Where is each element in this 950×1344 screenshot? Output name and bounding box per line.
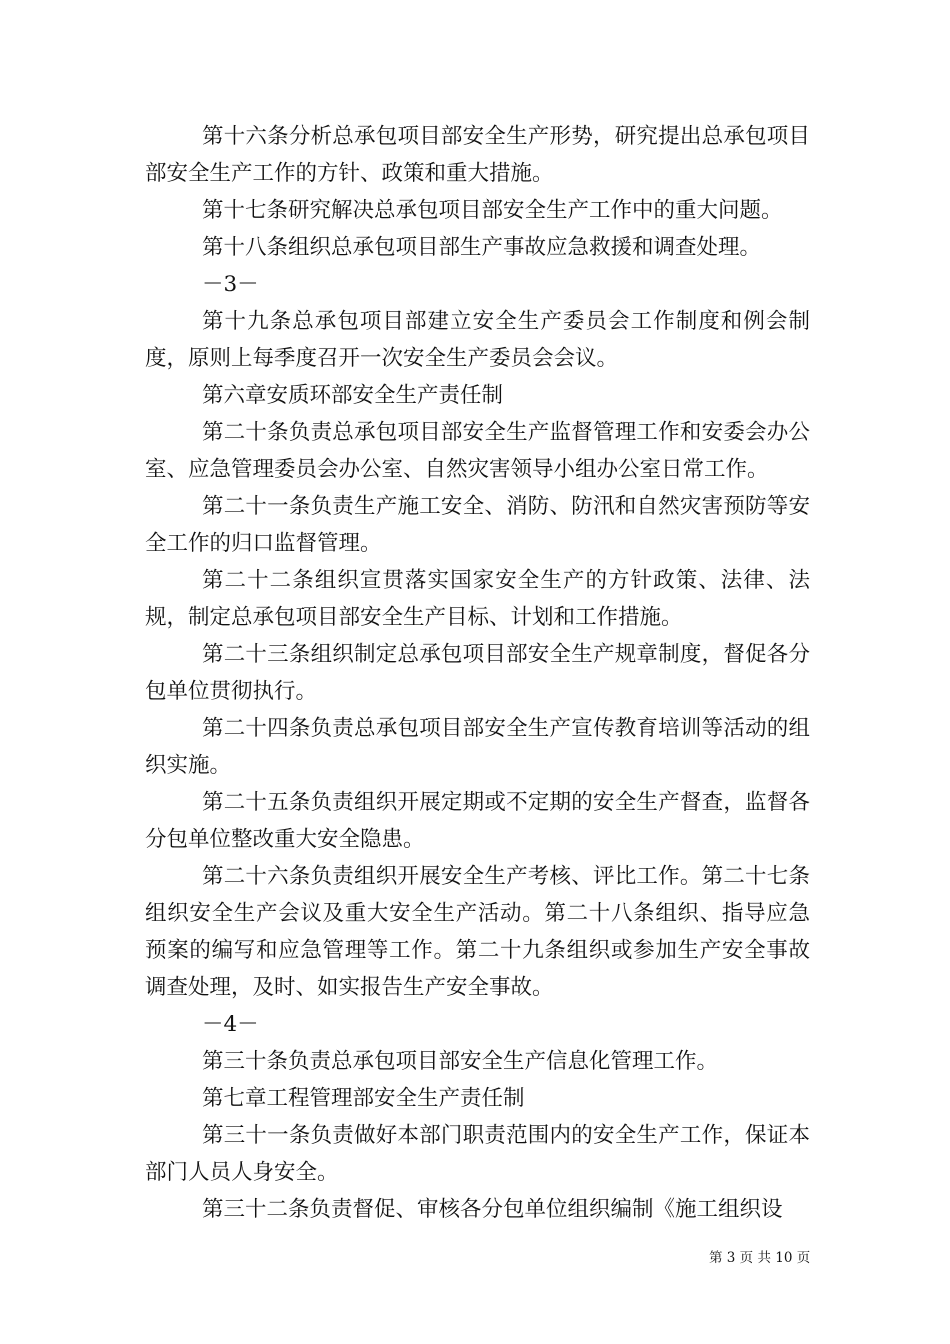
paragraph-article-18: 第十八条组织总承包项目部生产事故应急救援和调查处理。 (201, 235, 761, 260)
paragraph-article-30: 第三十条负责总承包项目部安全生产信息化管理工作。 (201, 1049, 718, 1074)
paragraph-article-21: 第二十一条负责生产施工安全、消防、防汛和自然灾害预防等安全工作的归口监督管理。 (145, 494, 810, 556)
paragraph-article-26-29: 第二十六条负责组织开展安全生产考核、评比工作。第二十七条组织安全生产会议及重大安全生产活动。第二十八条组织、指导应急预案的编写和应急管理等工作。第二十九条组织或参加生产安全事故调查处理，及时、如实报告生产安全事故。 (145, 864, 810, 1000)
inline-page-marker-3: －3－ (201, 272, 259, 297)
paragraph-article-17: 第十七条研究解决总承包项目部安全生产工作中的重大问题。 (201, 198, 783, 223)
paragraph-article-20: 第二十条负责总承包项目部安全生产监督管理工作和安委会办公室、应急管理委员会办公室、自然灾害领导小组办公室日常工作。 (145, 420, 810, 482)
paragraph-article-23: 第二十三条组织制定总承包项目部安全生产规章制度，督促各分包单位贯彻执行。 (145, 642, 810, 704)
paragraph-article-19: 第十九条总承包项目部建立安全生产委员会工作制度和例会制度，原则上每季度召开一次安全生产委员会会议。 (145, 309, 810, 371)
paragraph-article-31: 第三十一条负责做好本部门职责范围内的安全生产工作，保证本部门人员人身安全。 (145, 1123, 810, 1185)
paragraph-article-25: 第二十五条负责组织开展定期或不定期的安全生产督查，监督各分包单位整改重大安全隐患。 (145, 790, 810, 852)
chapter-heading-6: 第六章安质环部安全生产责任制 (201, 383, 503, 408)
paragraph-article-24: 第二十四条负责总承包项目部安全生产宣传教育培训等活动的组织实施。 (145, 716, 810, 778)
paragraph-article-22: 第二十二条组织宣贯落实国家安全生产的方针政策、法律、法规，制定总承包项目部安全生产目标、计划和工作措施。 (145, 568, 810, 630)
page-number-footer: 第 3 页 共 10 页 (709, 1250, 811, 1266)
paragraph-article-16: 第十六条分析总承包项目部安全生产形势，研究提出总承包项目部安全生产工作的方针、政策和重大措施。 (145, 124, 810, 186)
document-body (145, 118, 810, 1228)
paragraph-article-32: 第三十二条负责督促、审核各分包单位组织编制《施工组织设 (201, 1197, 783, 1222)
inline-page-marker-4: －4－ (201, 1012, 259, 1037)
chapter-heading-7: 第七章工程管理部安全生产责任制 (201, 1086, 525, 1111)
